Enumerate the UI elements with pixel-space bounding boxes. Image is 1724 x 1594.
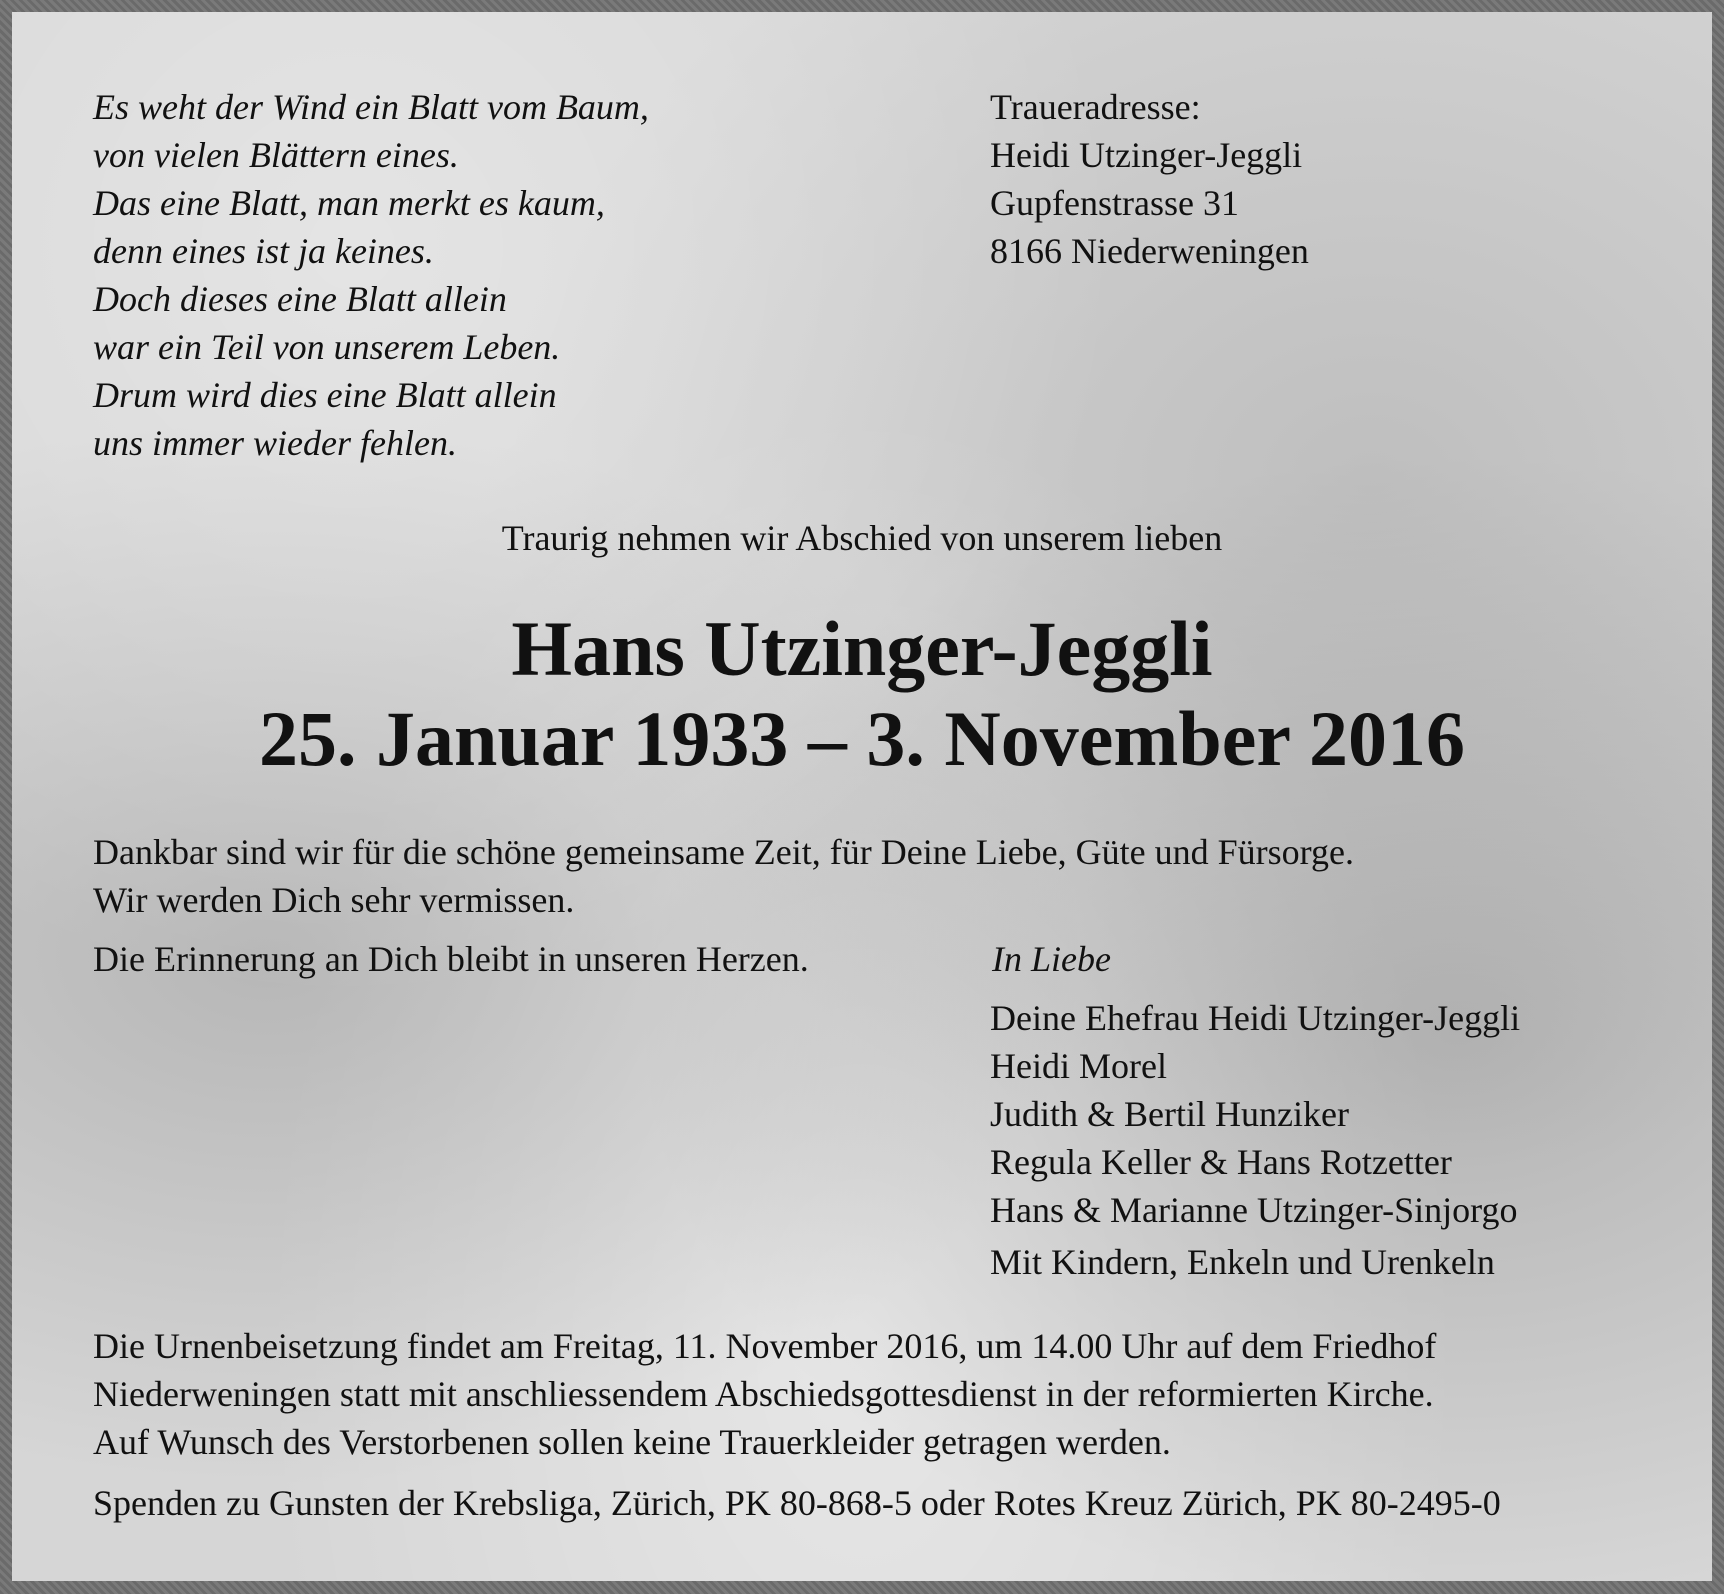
intro-text: Traurig nehmen wir Abschied von unserem lieben [501, 518, 1223, 558]
poem-line: war ein Teil von unserem Leben. [93, 327, 561, 367]
poem-line: denn eines ist ja keines. [93, 231, 434, 271]
ceremony-text [93, 1322, 1436, 1466]
family-member: Judith & Bertil Hunziker [990, 1094, 1349, 1134]
address-label: Traueradresse: [990, 87, 1201, 127]
memory-text: Die Erinnerung an Dich bleibt in unseren Herzen. [93, 939, 809, 979]
family-member: Deine Ehefrau Heidi Utzinger-Jeggli [990, 998, 1521, 1038]
family-member: Heidi Morel [990, 1046, 1167, 1086]
family-member: Mit Kindern, Enkeln und Urenkeln [990, 1242, 1495, 1282]
poem-line: uns immer wieder fehlen. [93, 423, 457, 463]
thanks-line: Wir werden Dich sehr vermissen. [93, 880, 575, 920]
family-list [990, 994, 1520, 1286]
poem-line: Das eine Blatt, man merkt es kaum, [93, 183, 605, 223]
deceased-name: Hans Utzinger-Jeggli [511, 605, 1213, 692]
poem [93, 83, 649, 467]
address-city: 8166 Niederweningen [990, 231, 1309, 271]
poem-line: Drum wird dies eine Blatt allein [93, 375, 557, 415]
thanks-line: Dankbar sind wir für die schöne gemeinsame Zeit, für Deine Liebe, Güte und Fürsorge. [93, 832, 1354, 872]
family-member: Hans & Marianne Utzinger-Sinjorgo [990, 1190, 1518, 1230]
family-member: Regula Keller & Hans Rotzetter [990, 1142, 1452, 1182]
donations-text: Spenden zu Gunsten der Krebsliga, Zürich, PK 80-868-5 oder Rotes Kreuz Zürich, PK 80-2495-0 [93, 1483, 1501, 1523]
address-name: Heidi Utzinger-Jeggli [990, 135, 1303, 175]
mourning-address [990, 83, 1309, 275]
thanks-text [93, 828, 1354, 924]
ceremony-line: Die Urnenbeisetzung findet am Freitag, 11. November 2016, um 14.00 Uhr auf dem Friedhof [93, 1326, 1437, 1366]
poem-line: Doch dieses eine Blatt allein [93, 279, 507, 319]
ceremony-line: Auf Wunsch des Verstorbenen sollen keine Trauerkleider getragen werden. [93, 1422, 1171, 1462]
poem-line: von vielen Blättern eines. [93, 135, 459, 175]
address-street: Gupfenstrasse 31 [990, 183, 1239, 223]
in-love-label: In Liebe [992, 939, 1111, 979]
life-dates: 25. Januar 1933 – 3. November 2016 [258, 695, 1466, 782]
ceremony-line: Niederweningen statt mit anschliessendem Abschiedsgottesdienst in der reformierten Kirche. [93, 1374, 1434, 1414]
poem-line: Es weht der Wind ein Blatt vom Baum, [93, 87, 649, 127]
